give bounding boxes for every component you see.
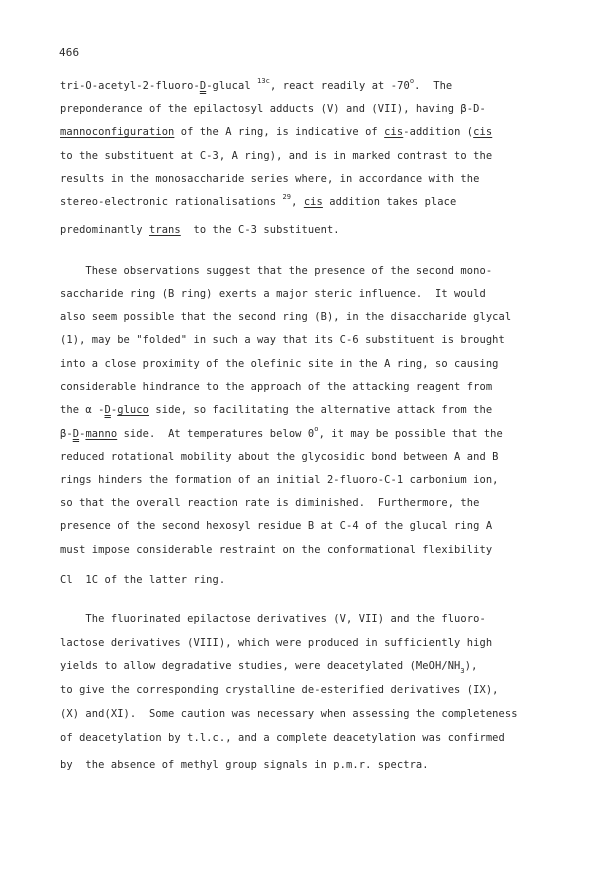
text-run: β- — [60, 428, 73, 440]
text-line — [60, 334, 505, 346]
text-line — [60, 759, 429, 771]
text-run: ), — [464, 660, 478, 672]
text-line — [60, 425, 503, 440]
text-line — [60, 613, 486, 625]
text-run: Cl 1C of the latter ring. — [60, 574, 226, 586]
text-run: considerable hindrance to the approach of the attacking reagent from — [60, 381, 493, 393]
text-run: rings hinders the formation of an initial 2-fluoro-C-1 carbonium ion, — [60, 474, 499, 486]
text-run: -glucal — [206, 80, 258, 92]
text-run: tri-O-acetyl-2-fluoro- — [60, 80, 200, 92]
text-line — [60, 288, 486, 300]
text-line — [60, 520, 492, 532]
text-line — [60, 193, 457, 208]
text-run: to the substituent at C-3, A ring), and is in marked contrast to the — [60, 150, 493, 162]
text-run: (1), may be "folded" in such a way that its C-6 substituent is brought — [60, 334, 505, 346]
text-run: cis — [473, 126, 493, 138]
text-run: (X) and(XI). Some caution was necessary when assessing the completeness — [60, 708, 518, 720]
text-run: . The — [414, 80, 453, 92]
text-line — [60, 684, 499, 696]
text-run: -addition ( — [403, 126, 474, 138]
text-line — [60, 451, 499, 463]
text-run: saccharide ring (B ring) exerts a major steric influence. It would — [60, 288, 486, 300]
text-run: D — [199, 80, 207, 92]
text-line — [60, 637, 492, 649]
text-run: o — [314, 425, 319, 433]
text-run: 29 — [282, 193, 292, 201]
text-run: presence of the second hexosyl residue B at C-4 of the glucal ring A — [60, 520, 493, 532]
text-run: trans — [148, 224, 181, 236]
text-run: reduced rotational mobility about the glycosidic bond between A and B — [60, 451, 499, 463]
text-run: 3 — [460, 667, 465, 675]
text-run: must impose considerable restraint on the conformational flexibility — [60, 544, 493, 556]
text-run: mannoconfiguration — [60, 126, 175, 138]
text-run: manno — [85, 428, 118, 440]
text-run: the α - — [60, 404, 105, 416]
text-run: stereo-electronic rationalisations — [60, 196, 283, 208]
text-run: These observations suggest that the presence of the second mono- — [60, 265, 493, 277]
text-line — [60, 265, 492, 277]
text-line — [60, 358, 499, 370]
text-run: to the C-3 substituent. — [180, 224, 340, 236]
text-run: cis — [384, 126, 404, 138]
text-line — [60, 126, 492, 138]
text-run: yields to allow degradative studies, were deacetylated (MeOH/NH — [60, 660, 461, 672]
text-run: 13c — [257, 77, 270, 85]
text-run: - — [79, 428, 86, 440]
text-line — [60, 660, 478, 675]
text-run: preponderance of the epilactosyl adducts (V) and (VII), having β-D- — [60, 103, 486, 115]
text-run: results in the monosaccharide series where, in accordance with the — [60, 173, 480, 185]
text-run: side, so facilitating the alternative attack from the — [149, 404, 493, 416]
page-number: 466 — [59, 46, 80, 59]
text-run: side. At temperatures below 0 — [117, 428, 315, 440]
text-line — [60, 497, 479, 509]
text-run: - — [110, 404, 118, 416]
text-line — [60, 103, 486, 115]
text-line — [60, 381, 492, 393]
text-run: cis — [303, 196, 323, 208]
text-run: to give the corresponding crystalline de-esterified derivatives (IX), — [60, 684, 499, 696]
text-run: The fluorinated epilactose derivatives (V, VII) and the fluoro- — [60, 613, 486, 625]
text-run: D — [104, 404, 111, 416]
text-line — [60, 224, 340, 236]
text-line — [60, 311, 511, 323]
text-run: gluco — [117, 404, 149, 416]
text-line — [60, 474, 499, 486]
text-run: , react readily at -70 — [270, 80, 410, 92]
text-line — [60, 574, 225, 586]
text-run: , — [291, 196, 304, 208]
text-run: also seem possible that the second ring (B), in the disaccharide glycal — [60, 311, 512, 323]
text-line — [60, 708, 518, 720]
text-run: of the A ring, is indicative of — [174, 126, 385, 138]
text-run: addition takes place — [322, 196, 457, 208]
text-run: lactose derivatives (VIII), which were produced in sufficiently high — [60, 637, 493, 649]
text-line — [60, 732, 505, 744]
text-line — [60, 77, 453, 92]
text-line — [60, 150, 492, 162]
text-run: D — [72, 428, 80, 440]
text-run: into a close proximity of the olefinic site in the A ring, so causing — [60, 358, 499, 370]
text-run: of deacetylation by t.l.c., and a complete deacetylation was confirmed — [60, 732, 505, 744]
text-run: , it may be possible that the — [318, 428, 503, 440]
text-line — [60, 173, 479, 185]
text-line — [60, 544, 492, 556]
text-line — [60, 404, 492, 416]
text-run: o — [409, 77, 415, 85]
text-run: predominantly — [60, 224, 149, 236]
text-run: by the absence of methyl group signals in p.m.r. spectra. — [60, 759, 429, 771]
text-run: so that the overall reaction rate is diminished. Furthermore, the — [60, 497, 480, 509]
